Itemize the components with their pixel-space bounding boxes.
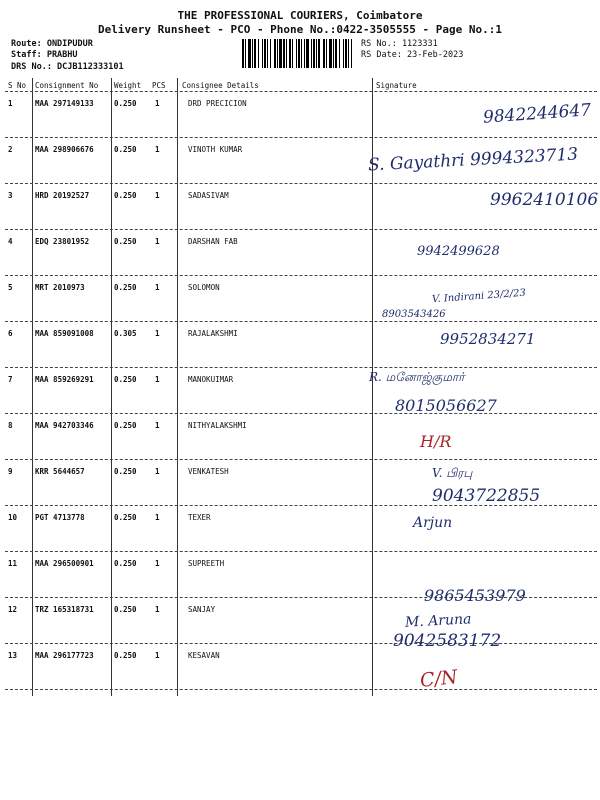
row-rule: [5, 321, 597, 322]
row-rule: [5, 137, 597, 138]
barcode-bar: [258, 39, 259, 68]
header-sno: S No: [8, 81, 27, 90]
cell-weight: 0.250: [114, 375, 137, 384]
cell-pcs: 1: [155, 467, 160, 476]
cell-pcs: 1: [155, 145, 160, 154]
cell-weight: 0.250: [114, 651, 137, 660]
rs-number: RS No.: 1123331: [361, 39, 438, 49]
cell-sno: 4: [8, 237, 13, 246]
cell-sno: 2: [8, 145, 13, 154]
handwritten-signature: 9942499628: [417, 244, 500, 259]
handwritten-signature: M. Aruna: [404, 611, 472, 631]
rs-date: RS Date: 23-Feb-2023: [361, 50, 464, 60]
handwritten-signature: 9042583172: [393, 631, 502, 651]
cell-sno: 6: [8, 329, 13, 338]
barcode-bar: [270, 39, 271, 68]
barcode-bar: [345, 39, 347, 68]
cell-weight: 0.250: [114, 467, 137, 476]
drs-number: DRS No.: DCJB112333101: [11, 62, 124, 72]
barcode-bar: [245, 39, 246, 68]
cell-consignee: DRD PRECICION: [188, 99, 247, 108]
staff-label: Staff: PRABHU: [11, 50, 78, 60]
cell-pcs: 1: [155, 605, 160, 614]
cell-sno: 10: [8, 513, 18, 522]
cell-consignment: MAA 296500901: [35, 559, 94, 568]
cell-pcs: 1: [155, 191, 160, 200]
barcode-bar: [296, 39, 297, 68]
cell-consignee: TEXER: [188, 513, 211, 522]
cell-pcs: 1: [155, 283, 160, 292]
cell-weight: 0.250: [114, 605, 137, 614]
cell-weight: 0.250: [114, 191, 137, 200]
row-rule: [5, 413, 597, 414]
cell-consignment: KRR 5644657: [35, 467, 85, 476]
barcode-bar: [242, 39, 244, 68]
barcode-bar: [326, 39, 327, 68]
barcode-bar: [351, 39, 352, 68]
handwritten-signature: V. பிரபு: [432, 466, 473, 480]
cell-sno: 11: [8, 559, 18, 568]
cell-consignment: MAA 859091008: [35, 329, 94, 338]
cell-weight: 0.250: [114, 421, 137, 430]
cell-consignment: MRT 2010973: [35, 283, 85, 292]
cell-pcs: 1: [155, 421, 160, 430]
cell-weight: 0.250: [114, 513, 137, 522]
cell-sno: 3: [8, 191, 13, 200]
cell-sno: 13: [8, 651, 18, 660]
barcode-bar: [306, 39, 309, 68]
cell-weight: 0.250: [114, 99, 137, 108]
cell-consignee: SOLOMON: [188, 283, 220, 292]
handwritten-signature: V. Indirani 23/2/23: [431, 287, 527, 306]
cell-consignment: MAA 297149133: [35, 99, 94, 108]
barcode-bar: [283, 39, 285, 68]
barcode-bar: [343, 39, 344, 68]
handwritten-signature: H/R: [420, 432, 452, 451]
barcode-bar: [279, 39, 282, 68]
barcode-bar: [248, 39, 251, 68]
cell-pcs: 1: [155, 559, 160, 568]
barcode-bar: [318, 39, 320, 68]
cell-consignee: VENKATESH: [188, 467, 229, 476]
cell-consignment: MAA 296177723: [35, 651, 94, 660]
column-divider: [111, 78, 112, 696]
barcode-bar: [323, 39, 325, 68]
row-rule: [5, 183, 597, 184]
handwritten-signature: C/N: [418, 666, 459, 692]
cell-sno: 12: [8, 605, 18, 614]
header-consignment: Consignment No: [35, 81, 99, 90]
cell-sno: 9: [8, 467, 13, 476]
cell-pcs: 1: [155, 329, 160, 338]
cell-consignee: SUPREETH: [188, 559, 225, 568]
cell-consignment: MAA 942703346: [35, 421, 94, 430]
barcode-bar: [289, 39, 291, 68]
barcode-bar: [329, 39, 332, 68]
cell-weight: 0.250: [114, 283, 137, 292]
cell-sno: 7: [8, 375, 13, 384]
barcode-bar: [292, 39, 293, 68]
barcode-bar: [298, 39, 300, 68]
header-weight: Weight: [114, 81, 142, 90]
barcode-bar: [277, 39, 278, 68]
document-subtitle: Delivery Runsheet - PCO - Phone No.:0422-3505555 - Page No.:1: [98, 23, 502, 36]
cell-consignee: VINOTH KUMAR: [188, 145, 243, 154]
barcode-bar: [316, 39, 317, 68]
table-header: [5, 78, 597, 91]
barcode-bar: [313, 39, 315, 68]
row-rule: [5, 229, 597, 230]
barcode-bar: [262, 39, 263, 68]
document-title: THE PROFESSIONAL COURIERS, Coimbatore: [177, 9, 423, 22]
cell-pcs: 1: [155, 375, 160, 384]
cell-consignee: MANOKUIMAR: [188, 375, 234, 384]
handwritten-signature: 9952834271: [440, 330, 536, 348]
barcode-image: [242, 39, 354, 68]
cell-pcs: 1: [155, 651, 160, 660]
cell-consignee: KESAVAN: [188, 651, 220, 660]
cell-weight: 0.250: [114, 145, 137, 154]
barcode-bar: [304, 39, 305, 68]
cell-consignment: MAA 298906676: [35, 145, 94, 154]
barcode-bar: [286, 39, 287, 68]
row-rule: [5, 689, 597, 690]
cell-consignment: EDQ 23801952: [35, 237, 90, 246]
barcode-bar: [335, 39, 337, 68]
cell-consignment: TRZ 165318731: [35, 605, 94, 614]
cell-weight: 0.250: [114, 237, 137, 246]
header-consignee: Consignee Details: [182, 81, 259, 90]
handwritten-signature: S. Gayathri 9994323713: [367, 144, 579, 176]
barcode-bar: [301, 39, 302, 68]
cell-sno: 8: [8, 421, 13, 430]
handwritten-signature: 8015056627: [395, 396, 497, 415]
cell-consignee: DARSHAN FAB: [188, 237, 238, 246]
cell-consignee: RAJALAKSHMI: [188, 329, 238, 338]
handwritten-signature: 8903543426: [382, 309, 446, 320]
barcode-bar: [311, 39, 312, 68]
handwritten-signature: R. மனோஜ்குமார்: [369, 370, 465, 384]
barcode-bar: [339, 39, 340, 68]
barcode-bar: [264, 39, 266, 68]
cell-consignment: PGT 4713778: [35, 513, 85, 522]
handwritten-signature: 9962410106: [490, 190, 599, 210]
cell-consignment: MAA 859269291: [35, 375, 94, 384]
barcode-bar: [252, 39, 253, 68]
cell-pcs: 1: [155, 237, 160, 246]
barcode-bar: [274, 39, 276, 68]
row-rule: [5, 459, 597, 460]
barcode-bar: [254, 39, 256, 68]
cell-sno: 5: [8, 283, 13, 292]
row-rule: [5, 367, 597, 368]
handwritten-signature: Arjun: [413, 515, 453, 531]
handwritten-signature: 9043722855: [432, 486, 541, 506]
cell-consignee: SADASIVAM: [188, 191, 229, 200]
cell-pcs: 1: [155, 99, 160, 108]
cell-weight: 0.305: [114, 329, 137, 338]
cell-pcs: 1: [155, 513, 160, 522]
cell-weight: 0.250: [114, 559, 137, 568]
barcode-bar: [333, 39, 334, 68]
barcode-bar: [348, 39, 349, 68]
column-divider: [177, 78, 178, 696]
header-signature: Signature: [376, 81, 417, 90]
cell-consignee: SANJAY: [188, 605, 216, 614]
handwritten-signature: 9842244647: [482, 100, 592, 128]
row-rule: [5, 643, 597, 644]
header-pcs: PCS: [152, 81, 166, 90]
cell-consignment: HRD 20192527: [35, 191, 90, 200]
handwritten-signature: 9865453979: [424, 586, 526, 605]
header-rule: [5, 91, 597, 92]
barcode-bar: [267, 39, 268, 68]
cell-sno: 1: [8, 99, 13, 108]
cell-consignee: NITHYALAKSHMI: [188, 421, 247, 430]
route-label: Route: ONDIPUDUR: [11, 39, 93, 49]
column-divider: [32, 78, 33, 696]
row-rule: [5, 551, 597, 552]
row-rule: [5, 275, 597, 276]
